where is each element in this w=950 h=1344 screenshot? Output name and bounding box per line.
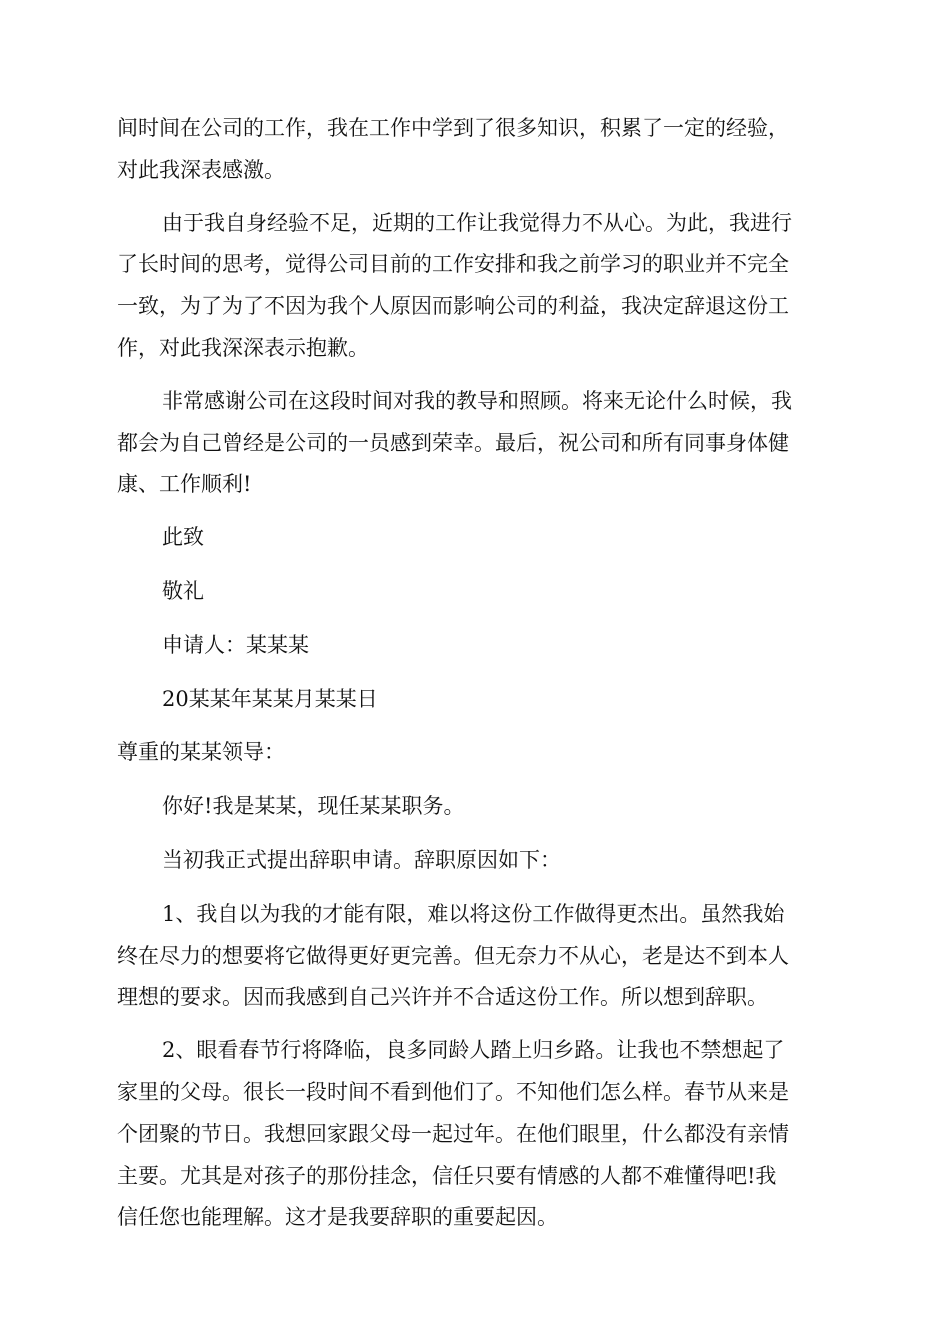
- text-line: 了长时间的思考，觉得公司目前的工作安排和我之前学习的职业并不完全: [117, 252, 789, 277]
- paragraph-thanks: [117, 381, 837, 506]
- paragraph-reason-1: [117, 894, 837, 1019]
- text-line: 主要。尤其是对孩子的那份挂念，信任只要有情感的人都不难懂得吧!我: [117, 1163, 777, 1188]
- text-line: 终在尽力的想要将它做得更好更完善。但无奈力不从心，老是达不到本人: [117, 943, 789, 968]
- resignation-intro: 当初我正式提出辞职申请。辞职原因如下：: [162, 847, 561, 872]
- text-line: 间时间在公司的工作，我在工作中学到了很多知识，积累了一定的经验，: [117, 116, 789, 140]
- document-body: [117, 108, 837, 1239]
- text-line: 一致，为了为了不因为我个人原因而影响公司的利益，我决定辞退这份工: [117, 294, 789, 319]
- salutation: 尊重的某某领导：: [117, 740, 285, 765]
- paragraph-reason: [117, 203, 837, 370]
- paragraph-gratitude: [117, 108, 837, 192]
- text-line: 1、我自以为我的才能有限，难以将这份工作做得更杰出。虽然我始: [162, 901, 785, 926]
- text-line: 都会为自己曾经是公司的一员感到荣幸。最后，祝公司和所有同事身体健: [117, 430, 789, 455]
- closing-line-2: 敬礼: [162, 578, 204, 603]
- greeting: 你好!我是某某，现任某某职务。: [162, 794, 465, 819]
- text-line: 康、工作顺利!: [117, 472, 252, 497]
- paragraph-reason-2: [117, 1030, 837, 1239]
- text-line: 由于我自身经验不足，近期的工作让我觉得力不从心。为此，我进行: [162, 210, 792, 235]
- text-line: 作，对此我深深表示抱歉。: [117, 335, 369, 360]
- text-line: 非常感谢公司在这段时间对我的教导和照顾。将来无论什么时候，我: [162, 388, 792, 413]
- text-line: 理想的要求。因而我感到自己兴许并不合适这份工作。所以想到辞职。: [117, 985, 768, 1010]
- text-line: 2、眼看春节行将降临，良多同龄人踏上归乡路。让我也不禁想起了: [162, 1038, 785, 1063]
- letter-date: 20某某年某某月某某日: [162, 686, 378, 711]
- text-line: 家里的父母。很长一段时间不看到他们了。不知他们怎么样。春节从来是: [117, 1079, 789, 1104]
- text-line: 对此我深表感激。: [117, 157, 285, 182]
- text-line: 信任您也能理解。这才是我要辞职的重要起因。: [117, 1205, 558, 1230]
- applicant-signature: 申请人：某某某: [162, 632, 309, 657]
- closing-line-1: 此致: [162, 525, 204, 550]
- text-line: 个团聚的节日。我想回家跟父母一起过年。在他们眼里，什么都没有亲情: [117, 1121, 789, 1146]
